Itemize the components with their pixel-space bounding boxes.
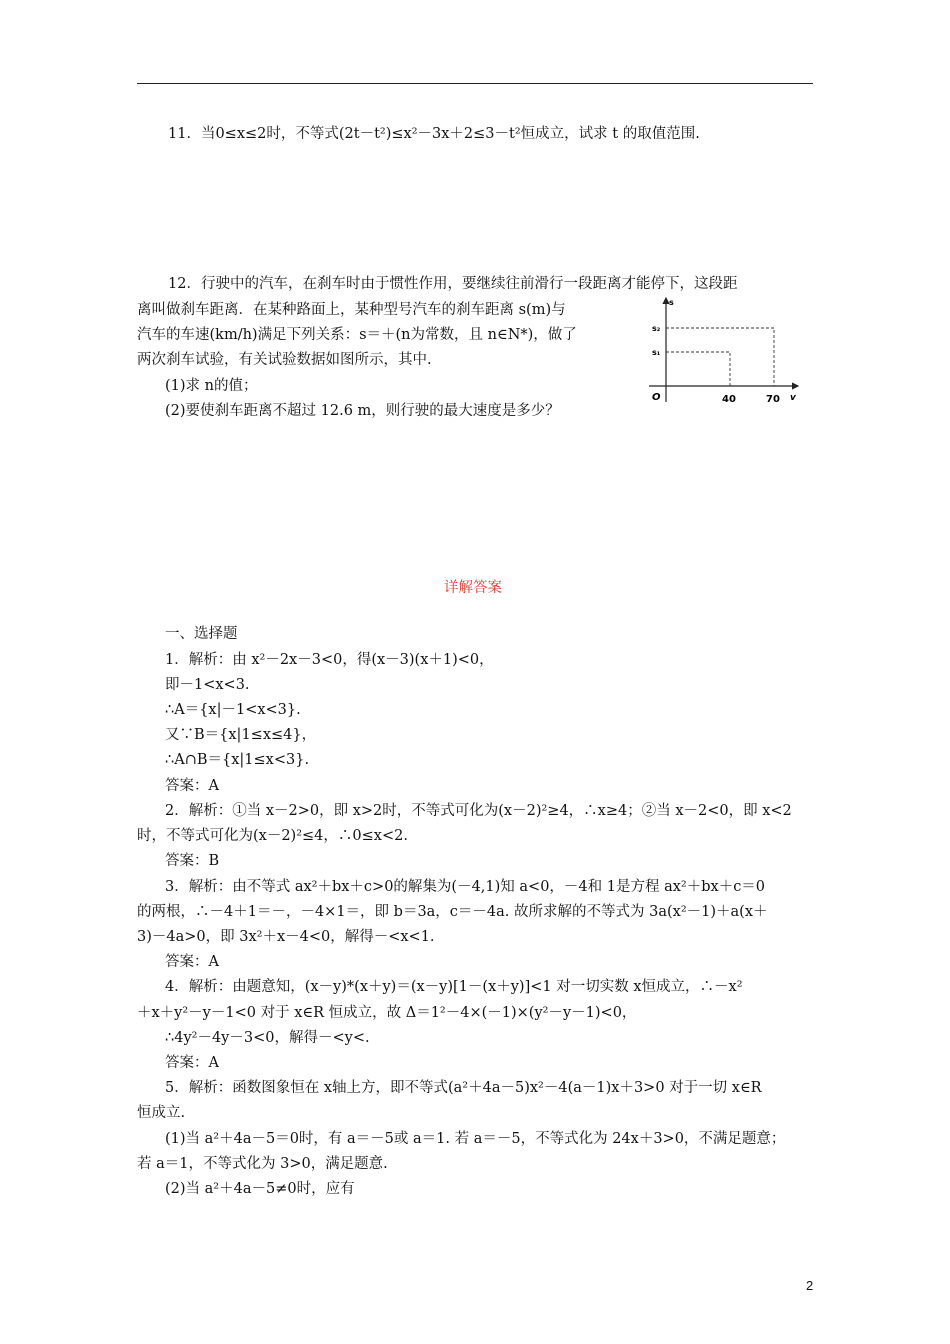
answer-line: 的两根，∴－4＋1＝－，－4×1＝，即 b＝3a，c＝－4a. 故所求解的不等式为 3a(x²－1)＋a(x＋ [137, 904, 768, 920]
problem-12-line-3: 汽车的车速(km/h)满足下列关系：s＝＋(n为常数，且 n∈N*)，做了 [137, 327, 577, 343]
answer-line: 2．解析：①当 x－2>0，即 x>2时，不等式可化为(x－2)²≥4，∴x≥4；②当 x－2<0，即 x<2 [165, 803, 792, 819]
x-axis-label: v [790, 393, 796, 403]
v2-tick-label: 70 [766, 394, 780, 405]
answer-line: ∴4y²－4y－3<0，解得－<y<. [165, 1030, 370, 1046]
answer-line: 即－1<x<3. [165, 677, 250, 693]
problem-11: 11．当0≤x≤2时，不等式(2t－t²)≤x²－3x＋2≤3－t²恒成立，试求 t 的取值范围. [168, 126, 700, 142]
braking-distance-graph [640, 292, 815, 410]
y-axis-label: s [669, 298, 674, 307]
problem-12-line-4: 两次刹车试验，有关试验数据如图所示，其中. [137, 352, 432, 368]
answer-line: 答案：A [165, 954, 219, 970]
answers-title: 详解答案 [444, 580, 502, 596]
v1-tick-label: 40 [722, 394, 736, 405]
answer-line: 恒成立. [137, 1105, 186, 1121]
problem-12-line-2: 离叫做刹车距离．在某种路面上，某种型号汽车的刹车距离 s(m)与 [137, 302, 566, 318]
s2-label: s₂ [652, 324, 661, 333]
answer-line: 答案：A [165, 1055, 219, 1071]
answer-line: 4．解析：由题意知，(x－y)*(x＋y)＝(x－y)[1－(x＋y)]<1 对一切实数 x恒成立，∴－x² [165, 979, 743, 995]
s1-label: s₁ [652, 348, 661, 357]
answer-line: 答案：B [165, 853, 220, 869]
problem-12-question-2: (2)要使刹车距离不超过 12.6 m，则行驶的最大速度是多少？ [165, 403, 560, 419]
origin-label: O [652, 392, 661, 403]
answer-line: 一、选择题 [165, 626, 238, 642]
header-rule [137, 83, 813, 84]
answer-line: ∴A＝{x|－1<x<3}. [165, 702, 301, 718]
s2-guide-line [666, 328, 774, 386]
answer-line: 又∵B＝{x|1≤x≤4}， [165, 727, 317, 743]
answer-line: 若 a＝1，不等式化为 3>0，满足题意. [137, 1156, 388, 1172]
answer-line: 答案：A [165, 778, 219, 794]
answer-line: ＋x＋y²－y－1<0 对于 x∈R 恒成立，故 Δ＝1²－4×(－1)×(y²－y－1)<0， [137, 1005, 637, 1021]
page-number: 2 [806, 1278, 814, 1293]
answer-line: 1．解析：由 x²－2x－3<0，得(x－3)(x＋1)<0， [165, 652, 494, 668]
answer-line: (2)当 a²＋4a－5≠0时，应有 [165, 1181, 355, 1197]
answer-line: ∴A∩B＝{x|1≤x<3}. [165, 752, 310, 768]
problem-12-question-1: (1)求 n的值； [165, 378, 258, 394]
answer-line: (1)当 a²＋4a－5＝0时，有 a＝－5或 a＝1. 若 a＝－5，不等式化为 24x＋3>0，不满足题意； [165, 1131, 786, 1147]
s1-guide-line [666, 352, 730, 386]
answer-line: 时，不等式可化为(x－2)²≤4，∴0≤x<2. [137, 828, 408, 844]
answer-line: 5．解析：函数图象恒在 x轴上方，即不等式(a²＋4a－5)x²－4(a－1)x＋3>0 对于一切 x∈R [165, 1080, 762, 1096]
problem-12-line-1: 12．行驶中的汽车，在刹车时由于惯性作用，要继续往前滑行一段距离才能停下，这段距 [168, 276, 738, 292]
answer-line: 3)－4a>0，即 3x²＋x－4<0，解得－<x<1. [137, 929, 435, 945]
answer-line: 3．解析：由不等式 ax²＋bx＋c>0的解集为(－4,1)知 a<0，－4和 1是方程 ax²＋bx＋c＝0 [165, 879, 766, 895]
